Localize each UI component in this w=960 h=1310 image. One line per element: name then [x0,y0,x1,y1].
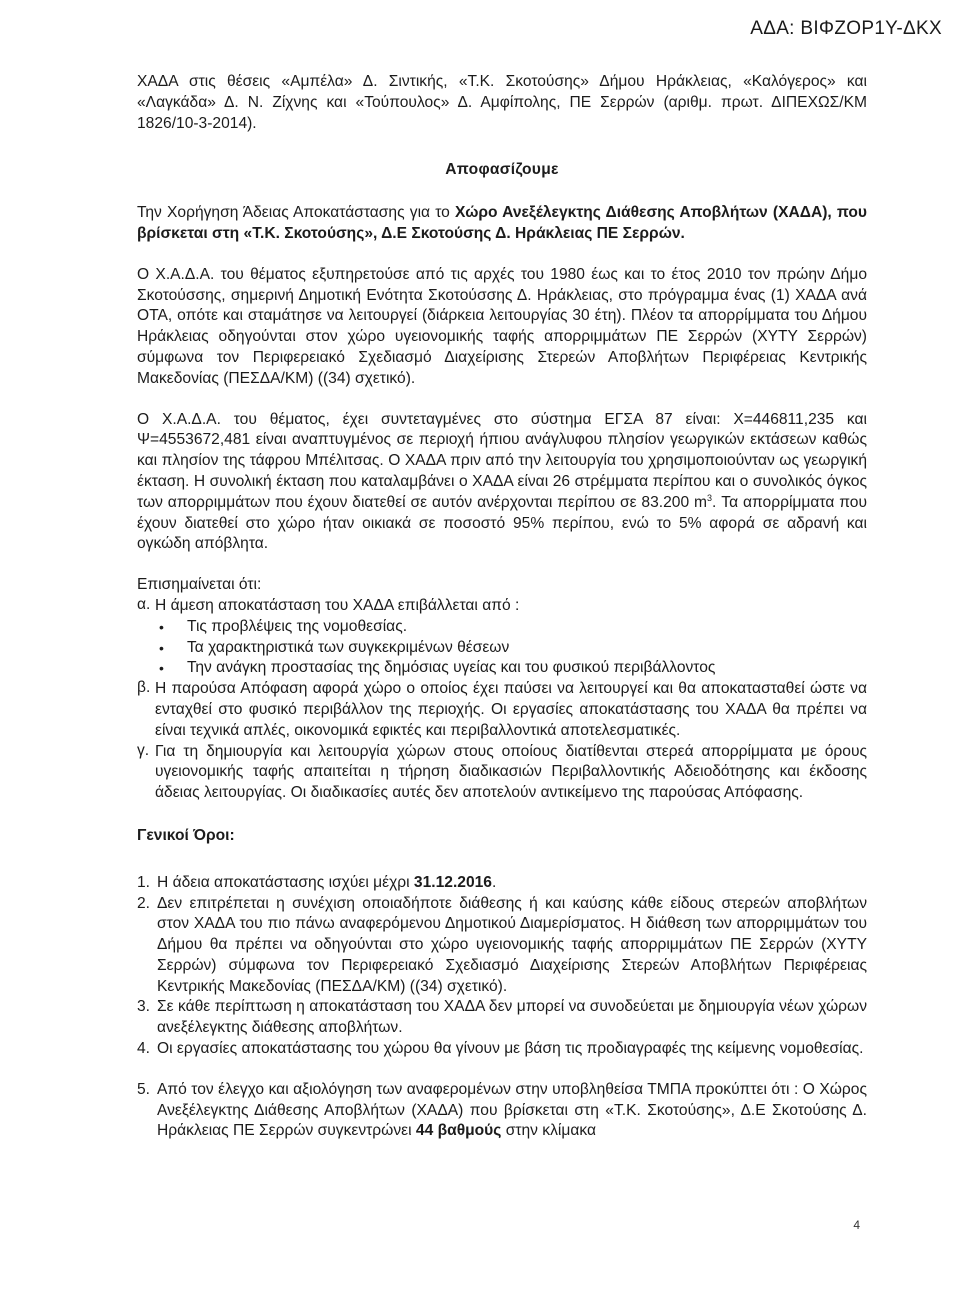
note-alpha-text: Η άμεση αποκατάσταση του ΧΑΔΑ επιβάλλεται από : [155,596,520,614]
term-date: 31.12.2016 [413,873,492,891]
term-text [157,1080,867,1142]
location-text: Ο Χ.Α.Δ.Α. του θέματος, έχει συντεταγμένες στο σύστημα ΕΓΣΑ 87 είναι: Χ=446811,235 και Ψ=4553672,481 είναι αναπτυγμένος σε περιοχή ήπιου ανάγλυφου πλησίον γεωργικών εκτάσεων καθώς και πλησίον της τάφρου Μπέλιτσας. Ο ΧΑΔΑ πριν από την λειτουργία του χρησιμοποιούνταν ως γεωργική έκταση. Η συνολική έκταση που καταλαμβάνει ο ΧΑΔΑ είναι 26 στρέμματα περίπου και ο συνολικός όγκος των απορριμμάτων που έχουν διατεθεί σε αυτόν ανέρχονται περίπου σε 83.200 m [137,410,867,511]
note-gamma [137,742,867,804]
note-beta-mark: β. [137,679,151,697]
term-text: Οι εργασίες αποκατάστασης του χώρου θα γίνουν με βάση τις προδιαγραφές της κείμενης νομοθεσίας. [157,1040,864,1058]
history-paragraph: Ο Χ.Α.Δ.Α. του θέματος εξυπηρετούσε από τις αρχές του 1980 έως και το έτος 2010 τον πρώην Δήμο Σκοτούσσης, σημερινή Δημοτική Ενότητα Σκοτούσσης Δ. Ηράκλειας, στο πρόγραμμα ένας (1) ΧΑΔΑ ανά ΟΤΑ, οπότε και σταμάτησε να λειτουργεί (διάρκεια λειτουργίας 30 έτη). Πλέον τα απορρίμματα του Δήμου Ηράκλειας οδηγούνται στον χώρο υγειονομικής ταφής απορριμμάτων ΠΕ Σερρών (ΧΥΤΥ Σερρών) σύμφωνα τον Περιφερειακό Σχεδιασμό Διαχείρισης Στερεών Αποβλήτων Περιφέρειας Κεντρικής Μακεδονίας (ΠΕΣΔΑ/ΚΜ) ((34) σχετικό). [137,265,867,387]
general-terms-list-cont [137,1080,867,1142]
note-gamma-mark: γ. [137,741,150,759]
term-item [137,894,867,998]
term-number: 1. [137,873,151,891]
location-text-end: . Τα απορρίμματα που έχουν διατεθεί στο χώρο ήταν οικιακά σε ποσοστό 95% περίπου, ενώ το 5% αφορά σε αδρανή και ογκώδη απόβλητα. [137,493,867,553]
term-text: Σε κάθε περίπτωση η αποκατάσταση του ΧΑΔΑ δεν μπορεί να συνοδεύεται με δημιουργία νέων χώρων ανεξέλεγκτης διάθεσης αποβλήτων. [157,998,867,1037]
term-item [137,1080,867,1142]
decision-bold-text: Χώρο Ανεξέλεγκτης Διάθεσης Αποβλήτων (ΧΑΔΑ), που βρίσκεται στη «Τ.Κ. Σκοτούσης», Δ.Ε Σκοτούσης Δ. Ηράκλειας ΠΕ Σερρών. [137,204,868,242]
general-terms-list [137,873,867,1060]
decision-title: Αποφασίζουμε [445,161,559,179]
term-text [157,873,867,894]
notes-intro: Επισημαίνεται ότι: [137,576,262,594]
location-paragraph [137,410,867,556]
term-text-main: Από τον έλεγχο και αξιολόγηση των αναφερομένων στην υποβληθείσα ΤΜΠΑ προκύπτει ότι : Ο Χώρος Ανεξέλεγκτης Διάθεσης Αποβλήτων (ΧΑΔΑ) που βρίσκεται στη «Τ.Κ. Σκοτούσης», Δ.Ε Σκοτούσης Δ. Ηράκλειας ΠΕ Σερρών συγκεντρώνει [157,1080,867,1140]
page-number: 4 [853,1218,860,1232]
term-score: 44 βαθμούς [415,1122,502,1140]
intro-paragraph: ΧΑΔΑ στις θέσεις «Αμπέλα» Δ. Σιντικής, «Τ.Κ. Σκοτούσης» Δήμου Ηράκλειας, «Καλόγερος» και «Λαγκάδα» Δ. Ν. Ζίχνης και «Τούπουλος» Δ. Αμφίπολης, ΠΕ Σερρών (αριθμ. πρωτ. ΔΙΠΕΧΩΣ/ΚΜ 1826/10-3-2014). [137,73,867,132]
term-number: 5. [137,1080,151,1098]
bullet-item: • Την ανάγκη προστασίας της δημόσιας υγείας και του φυσικού περιβάλλοντος [159,658,867,679]
bullet-item: • Τα χαρακτηριστικά των συγκεκριμένων θέσεων [159,638,867,659]
decision-paragraph [137,203,867,245]
term-number: 2. [137,894,151,912]
decision-text: Την Χορήγηση Άδειας Αποκατάστασης για το [137,204,456,222]
term-item [137,873,867,894]
term-text-end: . [491,873,497,891]
note-gamma-text: Για τη δημιουργία και λειτουργία χώρων στους οποίους διατίθενται στερεά απορρίμματα με όρους υγειονομικής ταφής απαιτείται η τήρηση διαδικασιών Περιβαλλοντικής Αδειοδότησης και έκδοσης άδειας λειτουργίας. Οι διαδικασίες αυτές δεν αποτελούν αντικείμενο της παρούσας Απόφασης. [155,742,867,802]
document-id: ΑΔΑ: ΒΙΦΖΟΡ1Υ-ΔΚΧ [750,18,942,39]
note-alpha-bullets [137,617,867,679]
note-beta-text: Η παρούσα Απόφαση αφορά χώρο ο οποίος έχει παύσει να λειτουργεί και θα αποκατασταθεί ώστε να ενταχθεί στο φυσικό περιβάλλον της περιοχής. Οι εργασίες αποκατάστασης του ΧΑΔΑ θα πρέπει να είναι τεχνικά απλές, οικονομικά εφικτές και περιβαλλοντικά αποτελεσματικές. [155,680,867,739]
term-text-end: στην κλίμακα [501,1122,596,1140]
term-text: Δεν επιτρέπεται η συνέχιση οποιαδήποτε διάθεσης ή και καύσης κάθε είδους στερεών αποβλήτων στον ΧΑΔΑ του πιο πάνω αναφερόμενου Δημοτικού Διαμερίσματος. Η διάθεση των απορριμμάτων του Δήμου θα πρέπει να οδηγούνται στο χώρο υγειονομικής ταφής απορριμμάτων ΠΕ Σερρών (ΧΥΤΥ Σερρών) σύμφωνα τον Περιφερειακό Σχεδιασμό Διαχείρισης Στερεών Αποβλήτων Περιφέρειας Κεντρικής Μακεδονίας (ΠΕΣΔΑ/ΚΜ) ((34) σχετικό). [157,894,867,995]
note-alpha-mark: α. [137,595,151,613]
term-number: 3. [137,998,151,1016]
document-body [137,72,867,1142]
term-text-main: Η άδεια αποκατάστασης ισχύει μέχρι [157,873,414,891]
term-number: 4. [137,1040,151,1058]
note-beta [137,679,867,741]
note-alpha [137,596,867,617]
bullet-item: • Τις προβλέψεις της νομοθεσίας. [159,617,867,638]
spacer [137,1060,867,1080]
term-item [137,997,867,1039]
term-item [137,1039,867,1060]
general-terms-heading: Γενικοί Όροι: [137,826,235,844]
cubic-superscript: 3 [707,492,713,503]
